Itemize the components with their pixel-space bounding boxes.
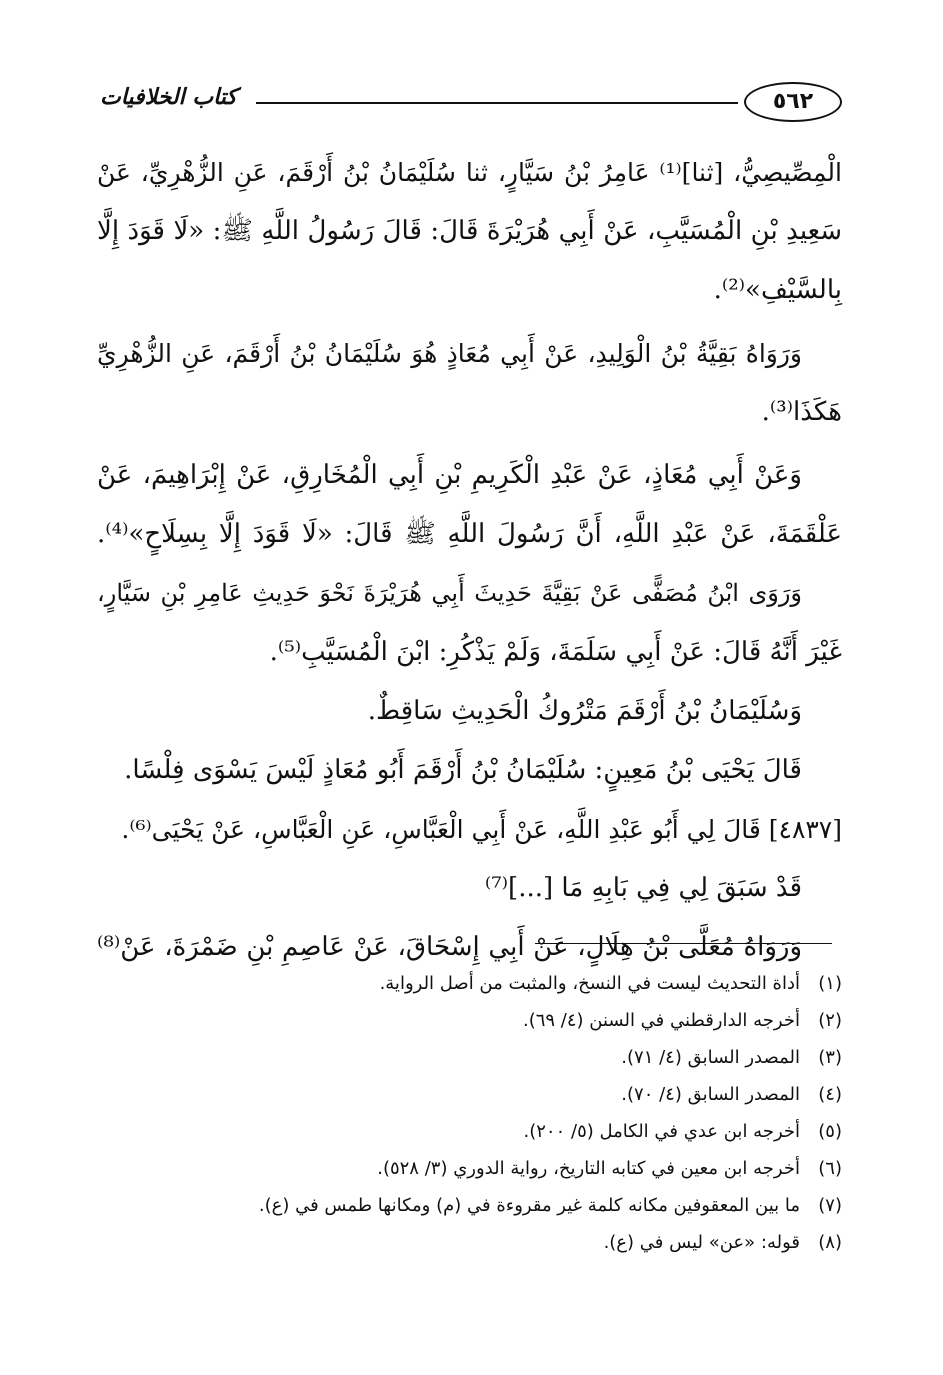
footnote-text: المصدر السابق (٤/ ٧٠).	[621, 1084, 800, 1105]
footnote	[97, 1150, 842, 1187]
text-line: عَلْقَمَةَ، عَنْ عَبْدِ اللَّهِ، أَنَّ رَسُولَ اللَّهِ ﷺ قَالَ: «لَا قَوَدَ إِلَّا بِسِلَاحٍ»⁽⁴⁾.	[97, 519, 842, 549]
footnote-number: (٤)	[818, 1084, 842, 1105]
text-line: بِالسَّيْفِ»⁽²⁾.	[713, 275, 842, 305]
page-number: ٥٦٢	[744, 82, 842, 122]
footnote-number: (٧)	[818, 1195, 842, 1216]
footnote-text: أخرجه ابن معين في كتابه التاريخ، رواية الدوري (٣/ ٥٢٨).	[377, 1158, 800, 1179]
text-line: هَكَذَا⁽³⁾.	[761, 397, 842, 427]
footnote-separator	[535, 943, 832, 944]
text-line: وَرَوَاهُ مُعَلَّى بْنُ هِلَالٍ، عَنْ أَبِي إِسْحَاقَ، عَنْ عَاصِمِ بْنِ ضَمْرَةَ، عَنْ⁽⁸⁾	[97, 932, 802, 962]
footnote-text: أخرجه ابن عدي في الكامل (٥/ ٢٠٠).	[523, 1121, 800, 1142]
main-text	[97, 143, 842, 977]
footnote	[97, 1187, 842, 1224]
text-line: وَرَوَاهُ بَقِيَّةُ بْنُ الْوَلِيدِ، عَنْ أَبِي مُعَاذٍ هُوَ سُلَيْمَانُ بْنُ أَرْقَمَ، عَنِ الزُّهْرِيِّ	[97, 339, 802, 368]
text-line: الْمِصِّيصِيُّ، [ثنا]⁽¹⁾ عَامِرُ بْنُ سَيَّارٍ، ثنا سُلَيْمَانُ بْنُ أَرْقَمَ، عَنِ الزُّهْرِيِّ، عَنْ	[97, 158, 842, 187]
footnote-text: أداة التحديث ليست في النسخ، والمثبت من أصل الرواية.	[379, 973, 800, 994]
footnotes	[97, 965, 842, 1261]
footnote-number: (٥)	[818, 1121, 842, 1142]
footnote	[97, 965, 842, 1002]
text-line: غَيْرَ أَنَّهُ قَالَ: عَنْ أَبِي سَلَمَةَ، وَلَمْ يَذْكُرِ: ابْنَ الْمُسَيَّبِ⁽⁵⁾.	[269, 637, 842, 667]
footnote-number: (٨)	[818, 1232, 842, 1253]
footnote	[97, 1039, 842, 1076]
footnote-text: أخرجه الدارقطني في السنن (٤/ ٦٩).	[522, 1010, 800, 1031]
footnote-number: (١)	[818, 973, 842, 994]
text-line: قَدْ سَبَقَ لِي فِي بَابِهِ مَا [...]⁽⁷⁾	[484, 873, 802, 903]
footnote	[97, 1224, 842, 1261]
page-header	[100, 80, 842, 128]
text-line: قَالَ يَحْيَى بْنُ مَعِينٍ: سُلَيْمَانُ بْنُ أَرْقَمَ أَبُو مُعَاذٍ لَيْسَ يَسْوَى فِلْسًا.	[124, 755, 802, 785]
footnote-number: (٣)	[818, 1047, 842, 1068]
text-line: وَعَنْ أَبِي مُعَاذٍ، عَنْ عَبْدِ الْكَرِيمِ بْنِ أَبِي الْمُخَارِقِ، عَنْ إِبْرَاهِيمَ، عَنْ	[97, 460, 802, 490]
text-line: سَعِيدِ بْنِ الْمُسَيَّبِ، عَنْ أَبِي هُرَيْرَةَ قَالَ: قَالَ رَسُولُ اللَّهِ ﷺ: «لَا قَوَدَ إِلَّا	[97, 216, 842, 246]
footnote-text: قوله: «عن» ليس في (ع).	[603, 1232, 800, 1253]
text-line: وَرَوَى ابْنُ مُصَفًّى عَنْ بَقِيَّةَ حَدِيثَ أَبِي هُرَيْرَةَ نَحْوَ حَدِيثِ عَامِرِ بْنِ سَيَّارٍ،	[97, 579, 802, 607]
header-rule	[256, 102, 738, 104]
footnote	[97, 1002, 842, 1039]
text-line: وَسُلَيْمَانُ بْنُ أَرْقَمَ مَتْرُوكُ الْحَدِيثِ سَاقِطٌ.	[367, 696, 802, 726]
footnote-text: المصدر السابق (٤/ ٧١).	[621, 1047, 800, 1068]
footnote	[97, 1113, 842, 1150]
book-title: كتاب الخلافيات	[100, 84, 237, 110]
footnote-number: (٦)	[818, 1158, 842, 1179]
footnote	[97, 1076, 842, 1113]
footnote-text: ما بين المعقوفين مكانه كلمة غير مقروءة في (م) ومكانها طمس في (ع).	[258, 1195, 800, 1216]
footnote-number: (٢)	[818, 1010, 842, 1031]
hadith-number-line: [٤٨٣٧] قَالَ لِي أَبُو عَبْدِ اللَّهِ، عَنْ أَبِي الْعَبَّاسِ، عَنِ الْعَبَّاسِ، عَنْ يَحْيَى⁽⁶⁾.	[121, 815, 842, 844]
